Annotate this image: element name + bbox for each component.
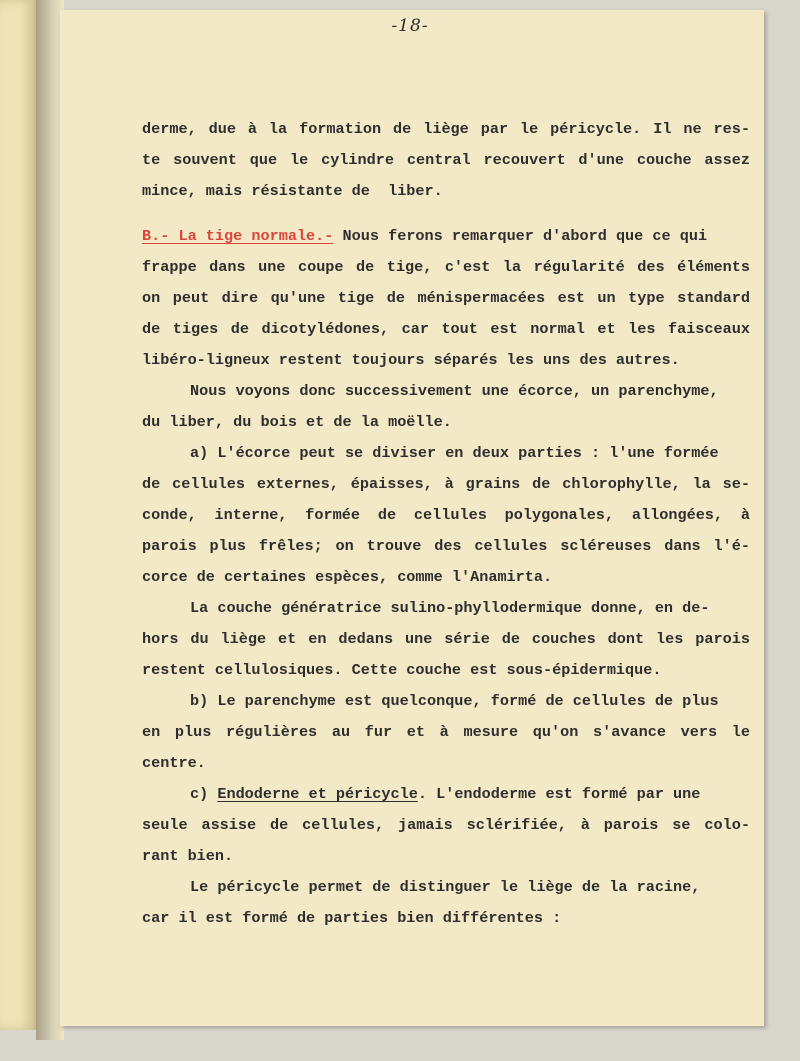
paragraph-8 [142, 872, 750, 934]
page-number: -18- [391, 16, 429, 36]
text-line: te souvent que le cylindre central recouvert d'une couche assez [142, 151, 750, 169]
paragraph-1 [142, 114, 750, 207]
text-line: Nous voyons donc successivement une écorce, un parenchyme, [190, 382, 719, 400]
text-line: de tiges de dicotylédones, car tout est normal et les faisceaux [142, 320, 750, 338]
text-line: libéro-ligneux restent toujours séparés les uns des autres. [142, 351, 680, 369]
text-line: La couche génératrice sulino-phyllodermique donne, en de- [190, 599, 710, 617]
text-line: de cellules externes, épaisses, à grains de chlorophylle, la se- [142, 475, 750, 493]
text-line: on peut dire qu'une tige de ménispermacées est un type standard [142, 289, 750, 307]
paragraph-3 [142, 376, 750, 438]
paragraph-5 [142, 593, 750, 686]
text-line-rest: Nous ferons remarquer d'abord que ce qui [333, 227, 708, 245]
paragraph-2 [142, 221, 750, 376]
text-line-rest: . L'endoderme est formé par une [417, 785, 701, 803]
paragraph-7 [142, 779, 750, 872]
text-line: car il est formé de parties bien différentes : [142, 909, 562, 927]
text-line: hors du liège et en dedans une série de couches dont les parois [142, 630, 750, 648]
list-marker: c) [190, 785, 218, 803]
document-page [60, 10, 764, 1026]
page-body [142, 114, 750, 934]
paragraph-6 [142, 686, 750, 779]
text-line: derme, due à la formation de liège par le péricycle. Il ne res- [142, 120, 750, 138]
section-heading-endoderne: Endoderne et péricycle [217, 785, 418, 803]
text-line: b) Le parenchyme est quelconque, formé de cellules de plus [190, 692, 719, 710]
text-line: centre. [142, 754, 206, 772]
text-line: parois plus frêles; on trouve des cellules scléreuses dans l'é- [142, 537, 750, 555]
text-line: mince, mais résistante de liber. [142, 182, 443, 200]
text-line: corce de certaines espèces, comme l'Anamirta. [142, 568, 553, 586]
text-line: Le péricycle permet de distinguer le liège de la racine, [190, 878, 701, 896]
facing-page-edge [0, 0, 36, 1030]
text-line: conde, interne, formée de cellules polygonales, allongées, à [142, 506, 750, 524]
text-line: frappe dans une coupe de tige, c'est la régularité des éléments [142, 258, 750, 276]
paragraph-4 [142, 438, 750, 593]
text-line [142, 221, 750, 252]
text-line [142, 779, 750, 810]
text-line: seule assise de cellules, jamais sclérifiée, à parois se colo- [142, 816, 750, 834]
text-line: du liber, du bois et de la moëlle. [142, 413, 452, 431]
text-line: a) L'écorce peut se diviser en deux parties : l'une formée [190, 444, 719, 462]
text-line: restent cellulosiques. Cette couche est sous-épidermique. [142, 661, 662, 679]
text-line: en plus régulières au fur et à mesure qu'on s'avance vers le [142, 723, 750, 741]
text-line: rant bien. [142, 847, 234, 865]
section-heading-tige-normale: B.- La tige normale.- [142, 227, 334, 245]
